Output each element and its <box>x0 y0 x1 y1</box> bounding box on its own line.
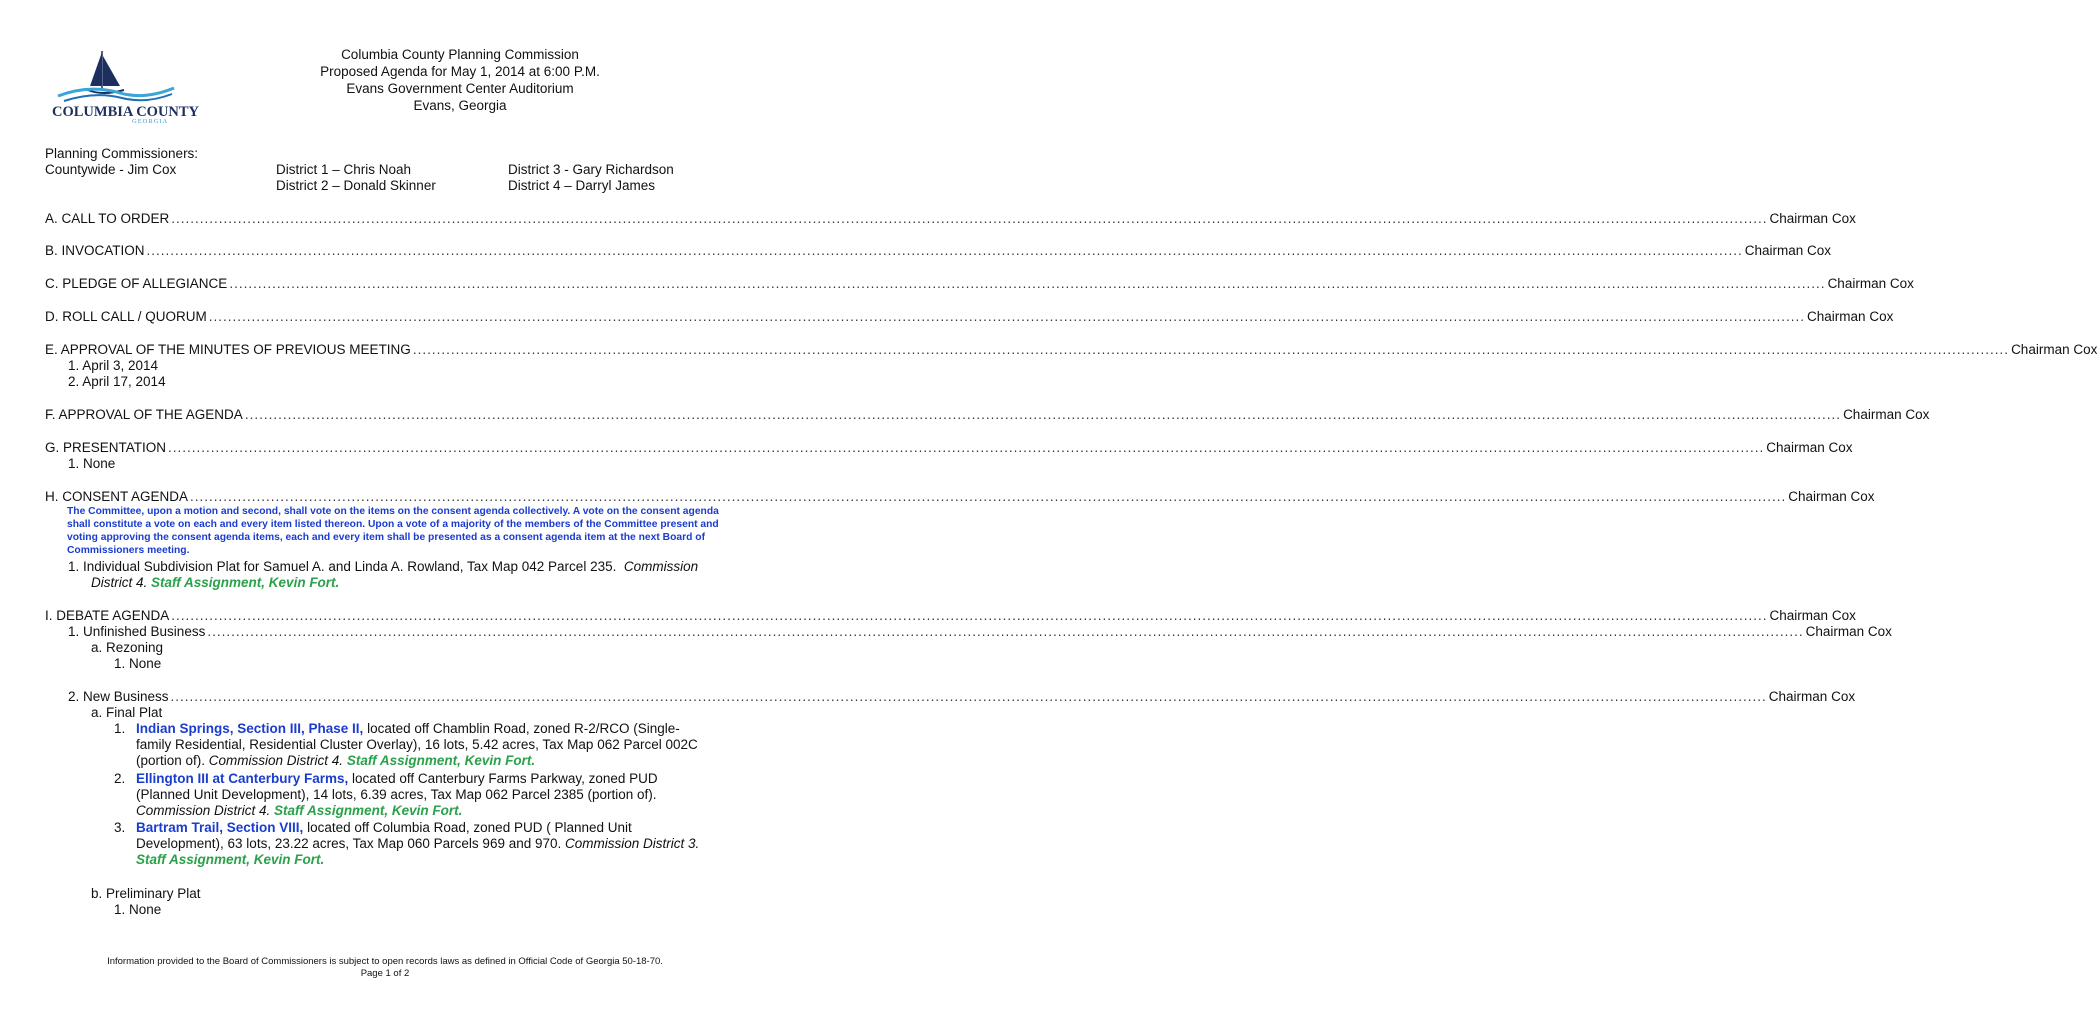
final-plat-item-3-line-2 <box>136 836 699 852</box>
agenda-item-f <box>45 407 1930 423</box>
consent-item-text: 1. Individual Subdivision Plat for Samuel A. and Linda A. Rowland, Tax Map 042 Parcel 235. <box>68 559 617 574</box>
agenda-item-g <box>45 440 1853 456</box>
presentation-item-1: 1. None <box>68 456 116 471</box>
plat-desc: Development), 63 lots, 23.22 acres, Tax Map 060 Parcels 969 and 970. <box>136 836 566 851</box>
consent-item-1 <box>68 559 698 575</box>
dot-leader <box>207 624 1803 640</box>
final-plat-heading: a. Final Plat <box>91 705 163 720</box>
agenda-label: E. APPROVAL OF THE MINUTES OF PREVIOUS MEETING <box>45 342 411 357</box>
final-plat-item-1-line-3 <box>136 753 535 769</box>
staff-assignment: Staff Assignment, Kevin Fort. <box>274 803 463 818</box>
agenda-label: D. ROLL CALL / QUORUM <box>45 309 207 324</box>
unfinished-business <box>68 624 1892 640</box>
agenda-item-e <box>45 342 2097 358</box>
commission-district: Commission District 4. <box>136 803 271 818</box>
minutes-item-1: 1. April 3, 2014 <box>68 358 159 373</box>
dot-leader <box>229 276 1825 292</box>
agenda-label: G. PRESENTATION <box>45 440 167 455</box>
header-line-3: Evans Government Center Auditorium <box>346 81 574 96</box>
staff-assignment: Staff Assignment, Kevin Fort. <box>151 575 340 590</box>
subdivision-name: Indian Springs, Section III, Phase II, <box>136 721 364 736</box>
footer-disclaimer: Information provided to the Board of Commissioners is subject to open records laws as defined in Official Code of Georgia 50-18-70. <box>107 956 663 967</box>
portion-text: (portion of). <box>136 753 209 768</box>
subdivision-desc: located off Canterbury Farms Parkway, zoned PUD <box>348 771 658 786</box>
presenter: Chairman Cox <box>1766 440 1853 455</box>
final-plat-item-1-line-2: family Residential, Residential Cluster Overlay), 16 lots, 5.42 acres, Tax Map 062 Parcel 002C <box>136 737 698 752</box>
page-number: Page 1 of 2 <box>360 968 410 979</box>
logo-text: COLUMBIA COUNTY <box>52 104 200 120</box>
commission-district: Commission <box>623 559 699 574</box>
commissioner-district-1: District 1 – Chris Noah <box>276 162 412 177</box>
document-header <box>300 46 620 114</box>
agenda-item-d <box>45 309 1894 325</box>
presenter: Chairman Cox <box>1769 608 1856 623</box>
header-line-2: Proposed Agenda for May 1, 2014 at 6:00 P.M. <box>320 64 600 79</box>
dot-leader <box>413 342 2009 358</box>
dot-leader <box>171 608 1767 624</box>
agenda-label: I. DEBATE AGENDA <box>45 608 170 623</box>
consent-agenda-note: The Committee, upon a motion and second, shall vote on the items on the consent agenda collectively. A vote on the consent agenda shall constitute a vote on each and every item listed thereon. Upon a vote of a majority of the members of the Committee present and voting approving the consent agenda items, each and every item shall be presented as a consent agenda item at the next Board of Commissioners meeting. <box>67 506 719 556</box>
county-logo <box>50 46 200 125</box>
presenter: Chairman Cox <box>1769 211 1856 226</box>
staff-assignment: Staff Assignment, Kevin Fort. <box>136 852 325 867</box>
final-plat-item-1-num: 1. <box>114 721 126 736</box>
dot-leader <box>168 440 1764 456</box>
presenter: Chairman Cox <box>1788 489 1875 504</box>
agenda-label: B. INVOCATION <box>45 243 145 258</box>
final-plat-item-2 <box>136 771 658 787</box>
commission-district: Commission District 3. <box>565 836 700 851</box>
presenter: Chairman Cox <box>1807 309 1894 324</box>
footer <box>0 956 770 980</box>
commission-district: Commission District 4. <box>208 753 344 768</box>
preliminary-plat-heading: b. Preliminary Plat <box>91 886 201 901</box>
agenda-label: H. CONSENT AGENDA <box>45 489 189 504</box>
agenda-item-a <box>45 211 1856 227</box>
logo-subtext: GEORGIA <box>132 118 169 125</box>
commissioners-heading: Planning Commissioners: <box>45 146 199 161</box>
final-plat-item-2-num: 2. <box>114 771 126 786</box>
header-line-4: Evans, Georgia <box>413 98 507 113</box>
minutes-item-2: 2. April 17, 2014 <box>68 374 166 389</box>
commission-district: District 4. <box>91 575 148 590</box>
presenter: Chairman Cox <box>1744 243 1832 258</box>
final-plat-item-2-line-2: (Planned Unit Development), 14 lots, 6.39 acres, Tax Map 062 Parcel 2385 (portion of). <box>136 787 657 802</box>
staff-assignment: Staff Assignment, Kevin Fort. <box>346 753 536 768</box>
rezoning-item-1: 1. None <box>114 656 162 671</box>
presenter: Chairman Cox <box>1827 276 1914 291</box>
presenter: Chairman Cox <box>2011 342 2097 357</box>
agenda-label: F. APPROVAL OF THE AGENDA <box>45 407 243 422</box>
consent-item-1-cont <box>91 575 339 591</box>
final-plat-item-3-line-3 <box>136 852 324 868</box>
subdivision-desc: located off Columbia Road, zoned PUD ( Planned Unit <box>303 820 632 835</box>
commissioner-district-4: District 4 – Darryl James <box>508 178 656 193</box>
subdivision-name: Ellington III at Canterbury Farms, <box>136 771 349 786</box>
subdivision-desc: located off Chamblin Road, zoned R-2/RCO (Single- <box>363 721 680 736</box>
new-business <box>68 689 1856 705</box>
dot-leader <box>245 407 1841 423</box>
agenda-item-c <box>45 276 1914 292</box>
dot-leader <box>171 211 1767 227</box>
commissioner-district-2: District 2 – Donald Skinner <box>276 178 436 193</box>
final-plat-item-1 <box>136 721 680 737</box>
preliminary-plat-item-1: 1. None <box>114 902 162 917</box>
final-plat-item-3 <box>136 820 632 836</box>
subdivision-name: Bartram Trail, Section VIII, <box>136 820 304 835</box>
dot-leader <box>190 489 1786 505</box>
agenda-item-h <box>45 489 1875 505</box>
header-line-1: Columbia County Planning Commission <box>341 47 579 62</box>
agenda-label: 1. Unfinished Business <box>68 624 206 639</box>
agenda-label: C. PLEDGE OF ALLEGIANCE <box>45 276 228 291</box>
agenda-label: 2. New Business <box>68 689 169 704</box>
agenda-item-b <box>45 243 1832 259</box>
commissioner-district-3: District 3 - Gary Richardson <box>508 162 674 177</box>
presenter: Chairman Cox <box>1843 407 1930 422</box>
rezoning-heading: a. Rezoning <box>91 640 164 655</box>
sailboat-logo-icon <box>50 46 200 125</box>
commissioner-countywide: Countywide - Jim Cox <box>45 162 177 177</box>
dot-leader <box>209 309 1805 325</box>
dot-leader <box>147 243 1743 259</box>
agenda-label: A. CALL TO ORDER <box>45 211 170 226</box>
presenter: Chairman Cox <box>1805 624 1892 639</box>
presenter: Chairman Cox <box>1768 689 1856 704</box>
dot-leader <box>171 689 1767 705</box>
final-plat-item-3-num: 3. <box>114 820 126 835</box>
final-plat-item-2-line-3 <box>136 803 462 819</box>
agenda-item-i <box>45 608 1856 624</box>
